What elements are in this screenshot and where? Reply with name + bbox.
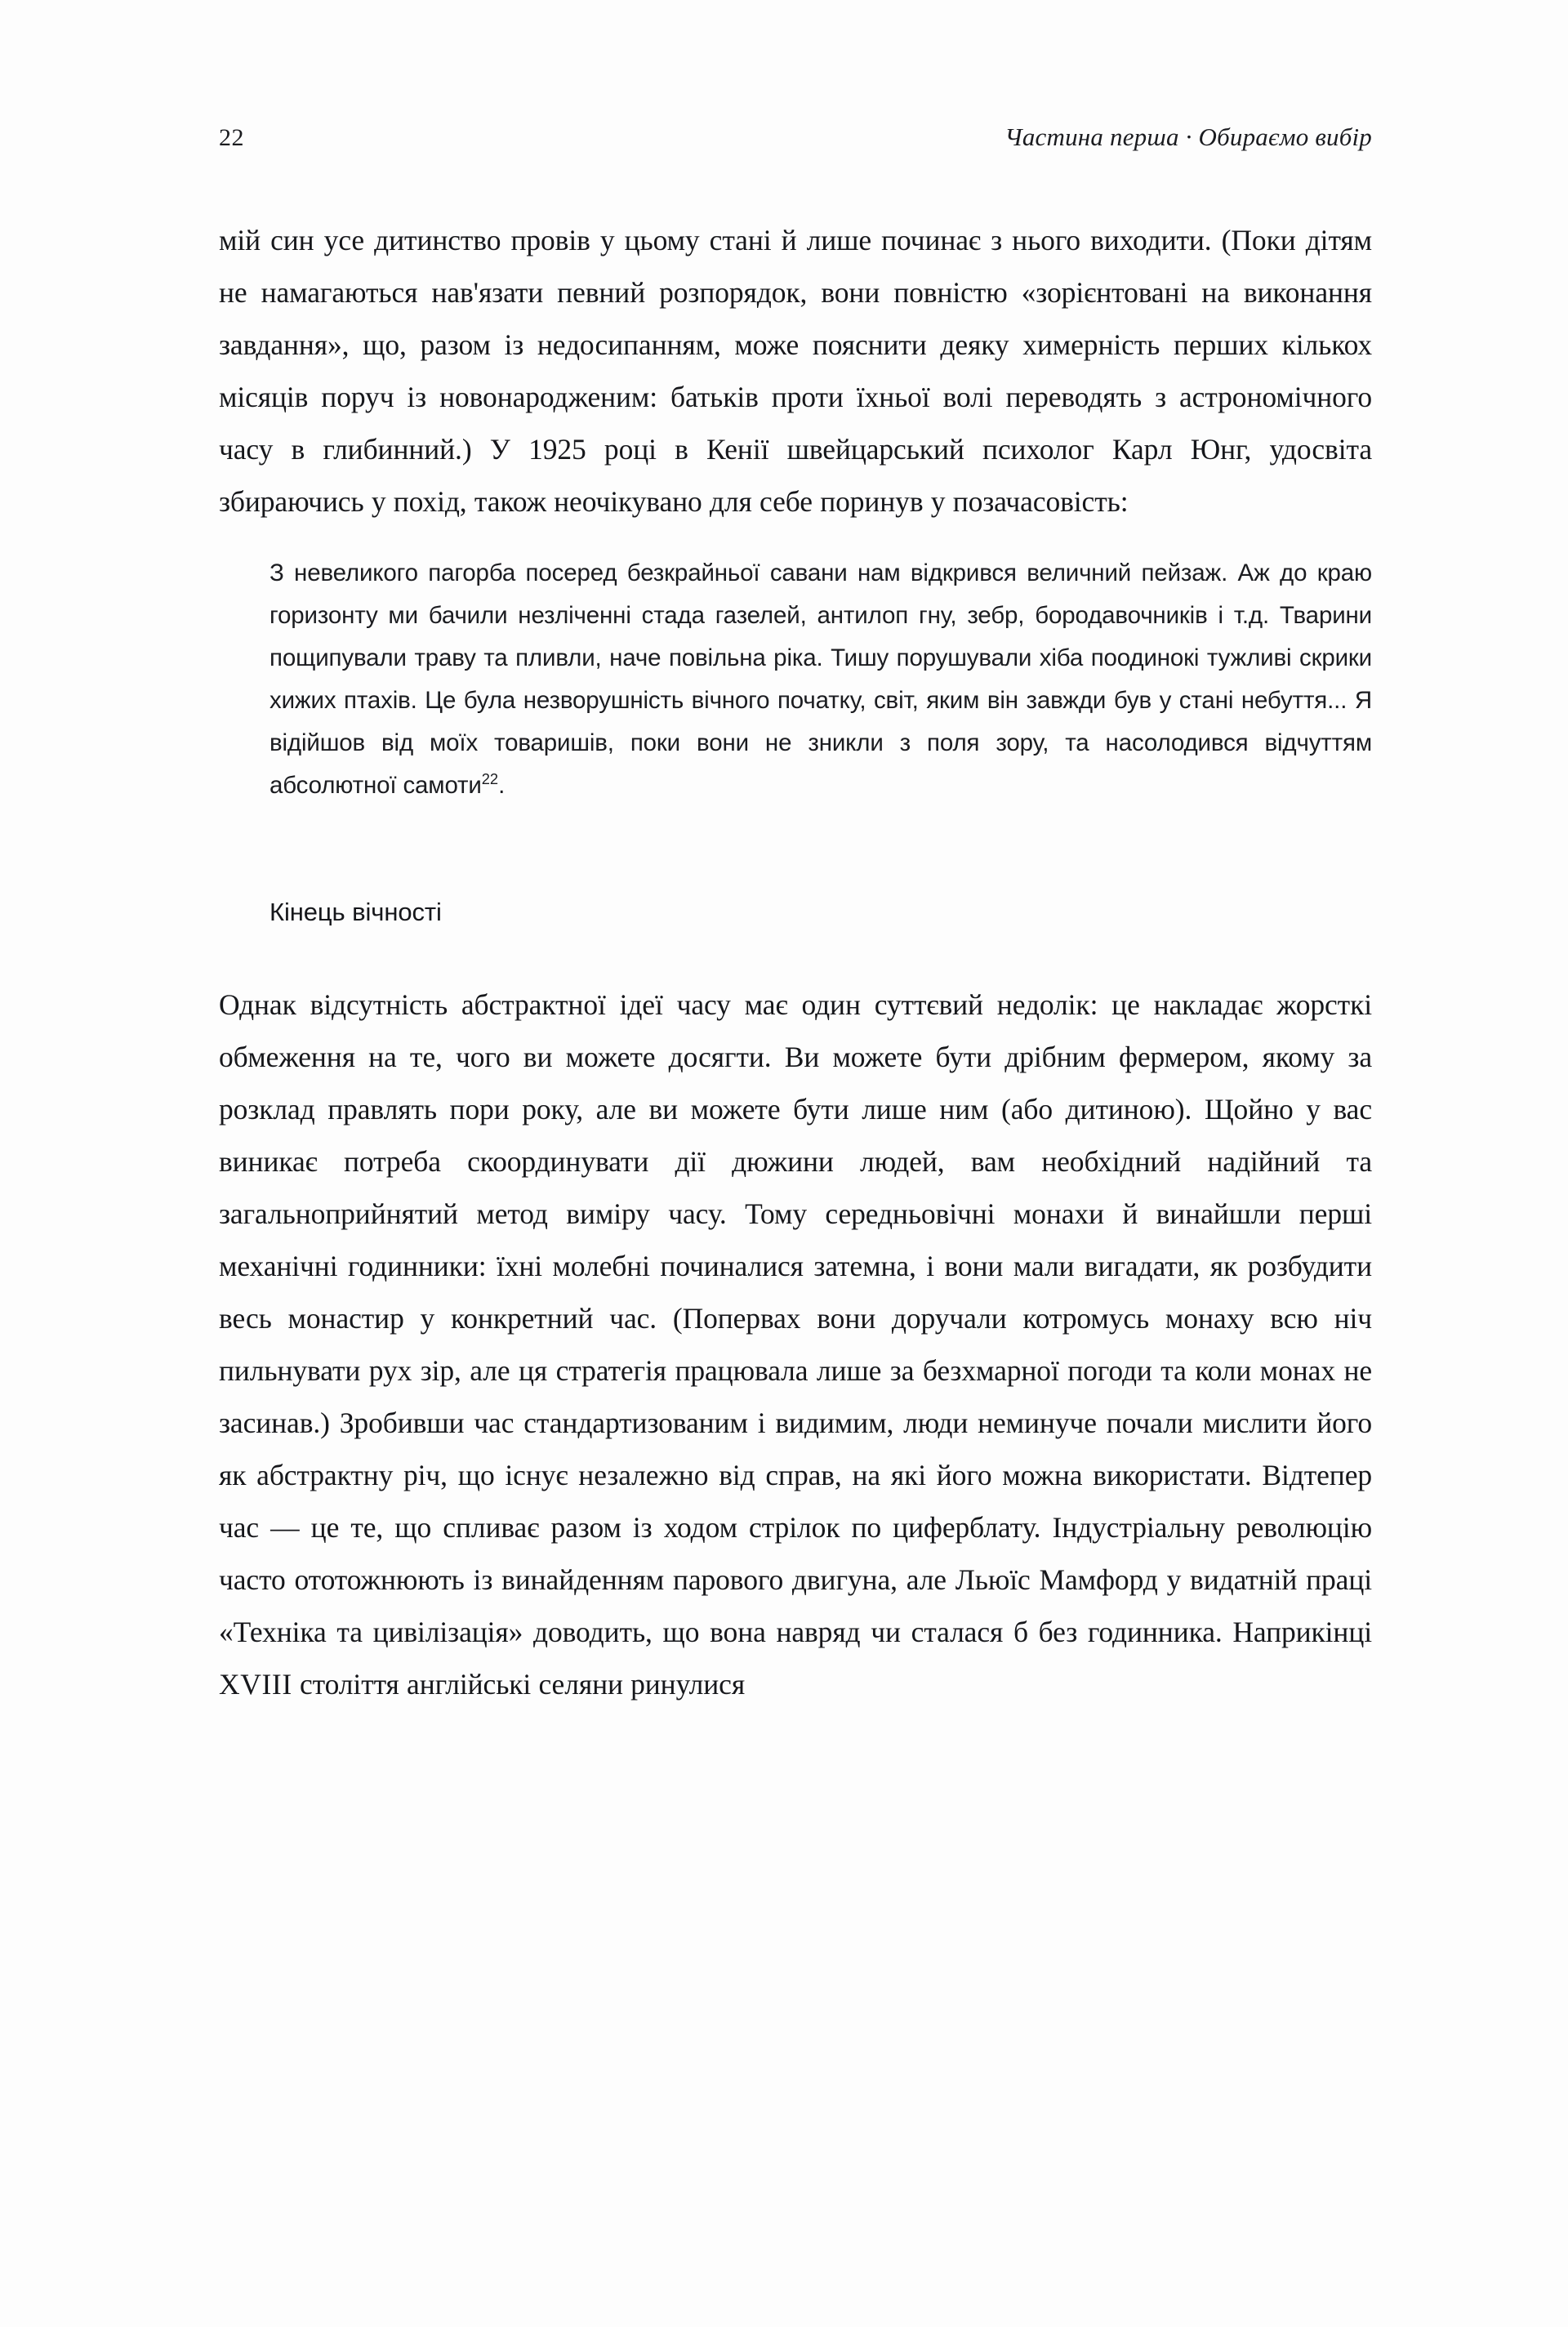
text-column [219, 214, 1372, 1710]
page-number: 22 [219, 124, 244, 151]
blockquote-period: . [498, 772, 506, 799]
paragraph-part-a: Однак відсутність абстрактної ідеї часу має один суттєвий недолік: це накладає жорсткі обмеження на те, чого ви можете досягти. Ви можете бути дрібним фермером, якому за розклад правлять пори року, але ви можете бути лише ним (або дитиною). Щойно у вас виникає потреба скоординувати дії дюжини людей, вам необхідний надійний та загальноприйнятий метод виміру часу. Тому середньовічні монахи й винайшли перші механічні годинники: їхні молебні починалися затемна, і вони мали вигадати, як розбудити весь монастир у конкретний час. (Попервах вони доручали котромусь монаху всю ніч пильнувати рух зір, але ця стратегія працювала лише за безхмарної погоди та коли монах не засинав.) Зробивши час стандартизованим і видимим, люди неминуче почали мислити його як абстрактну річ, що існує незалежно від справ, на які його можна використати. Відтепер час — це те, що спливає разом із ходом стрілок по циферблату. Індустріальну революцію часто ототожнюють із винайденням парового двигуна, але Льюїс Мамфорд у видатній праці «Техніка та цивілізація» доводить, що вона навряд чи сталася б без годинника. Наприкінці [219, 988, 1372, 1648]
paragraph-section-body [219, 978, 1372, 1710]
paragraph-part-b: століття англійські селяни ринулися [292, 1668, 746, 1701]
spacer-after-subheading [219, 929, 1372, 978]
section-subheading: Кінець вічності [270, 898, 442, 926]
running-head-title: Частина перша · Обираємо вибір [1004, 123, 1372, 151]
paragraph-continuation: мій син усе дитинство провів у цьому стані й лише починає з нього виходити. (Поки дітям не намагаються нав'язати певний розпорядок, вони повністю «зорієнтовані на виконання завдання», що, разом із недосипанням, може пояснити деяку химерність перших кількох місяців поруч із новонародженим: батьків проти їхньої волі переводять з астрономічного часу в глибинний.) У 1925 році в Кенії швейцарський психолог Карл Юнг, удосвіта збираючись у похід, також неочікувано для себе поринув у позачасовість: [219, 224, 1372, 518]
blockquote [219, 552, 1372, 807]
spacer-before-subheading [219, 807, 1372, 895]
footnote-reference: 22 [481, 770, 499, 788]
blockquote-text [270, 552, 1372, 807]
blockquote-body: З невеликого пагорба посеред безкрайньої савани нам відкрився величний пейзаж. Аж до краю горизонту ми бачили незліченні стада газелей, антилоп гну, зебр, бородавочників і т.д. Тварини пощипували траву та пливли, наче повільна ріка. Тишу порушували хіба поодинокі тужливі скрики хижих птахів. Це була незворушність вічного початку, світ, яким він завжди був у стані небуття... Я відійшов від моїх товаришів, поки вони не зникли з поля зору, та насолодився відчуттям абсолютної самоти [270, 559, 1372, 799]
running-head [219, 123, 1372, 160]
roman-numeral: XVIII [219, 1668, 292, 1701]
